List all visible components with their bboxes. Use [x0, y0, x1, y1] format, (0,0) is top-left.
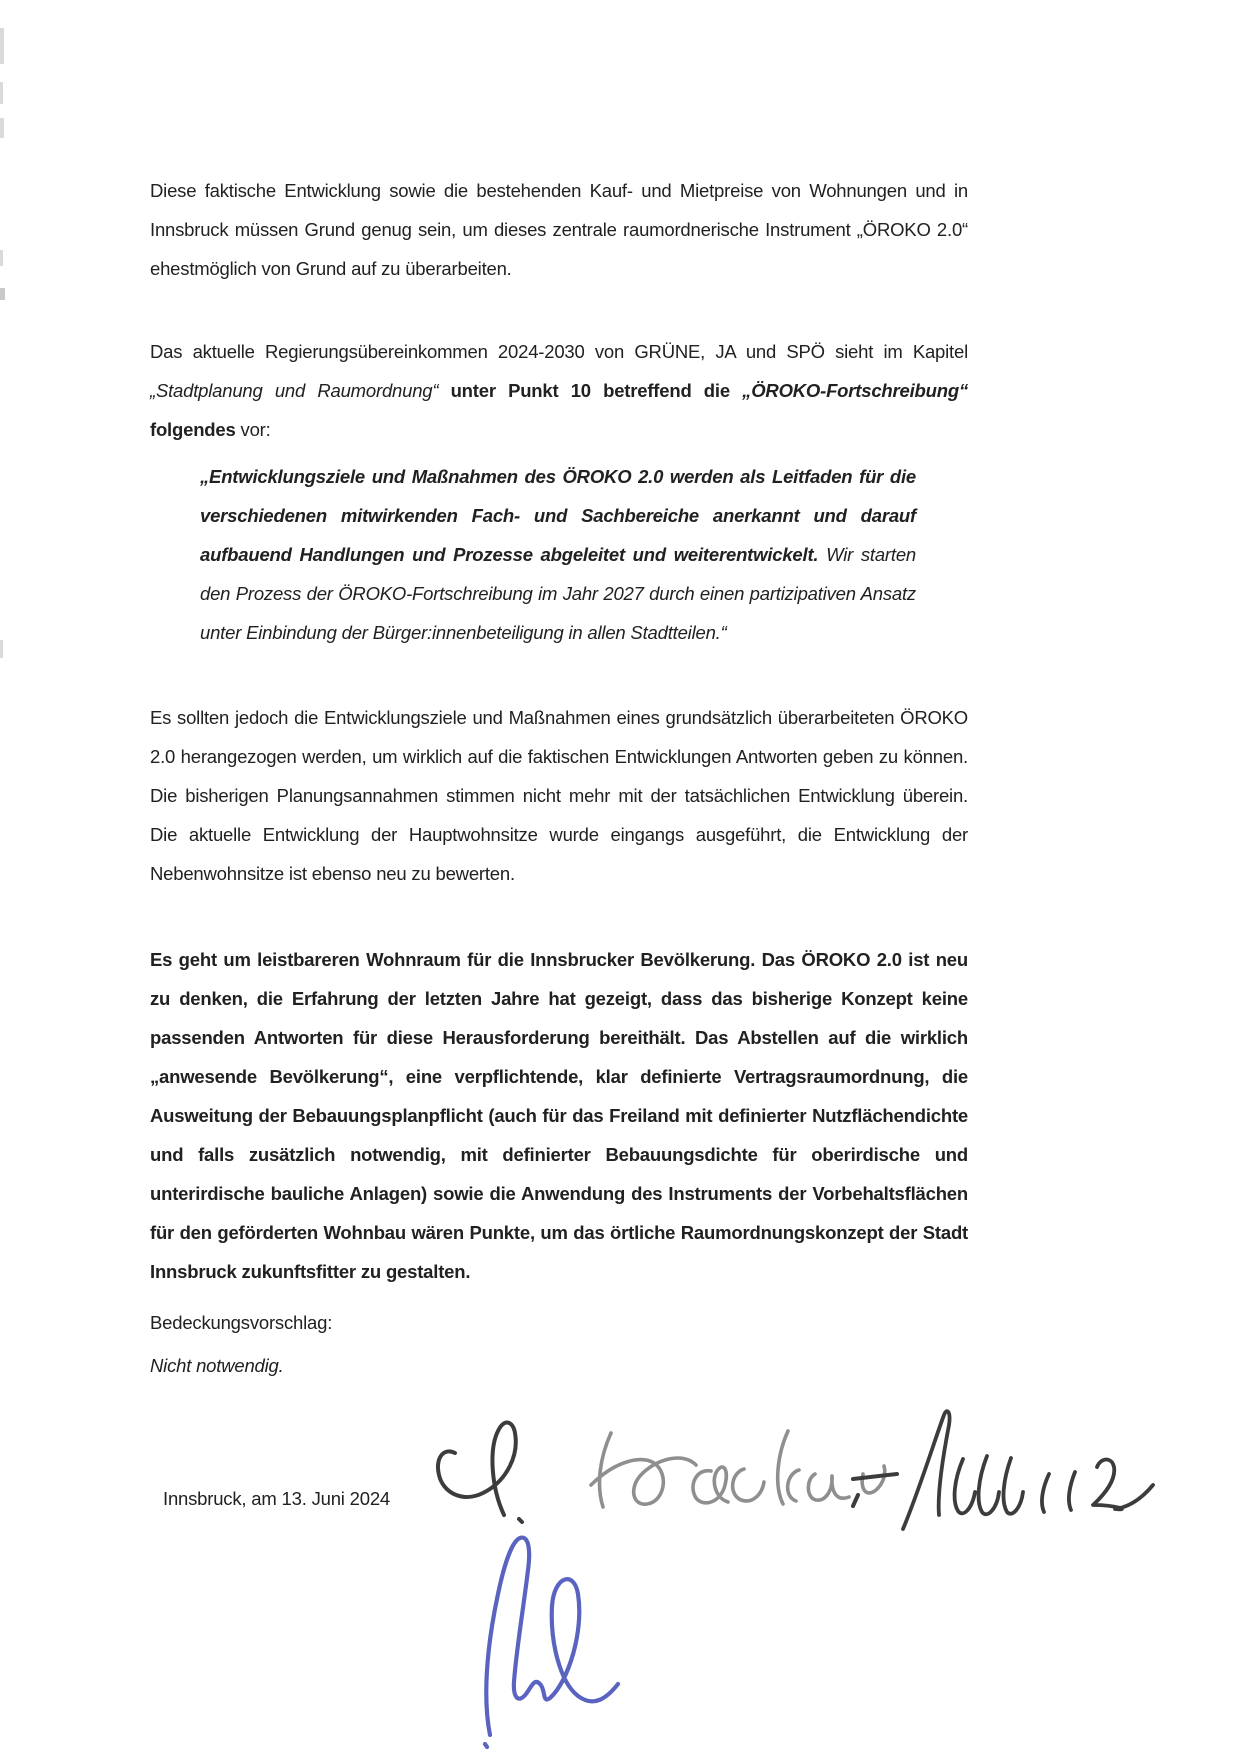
date-place-line: Innsbruck, am 13. Juni 2024: [163, 1488, 391, 1509]
paragraph-leistbarer-wohnraum: [150, 940, 968, 1291]
bedeckungsvorschlag-label-text: Bedeckungsvorschlag:: [150, 1311, 333, 1333]
paragraph-intro: [150, 171, 968, 288]
bedeckungsvorschlag-label: [150, 1303, 968, 1342]
paragraph-intro-text: Diese faktische Entwicklung sowie die bestehenden Kauf- und Mietpreise von Wohnungen und in Innsbruck müssen Grund genug sein, um dieses zentrale raumordnerische Instrument „ÖROKO 2.0“ ehestmöglich von Grund auf zu überarbeiten.: [150, 179, 968, 279]
quote-block: [200, 457, 916, 652]
p2-italic-stadtplanung: „Stadtplanung und Raumordnung“: [150, 379, 439, 401]
p2-bold2: folgendes: [150, 418, 241, 440]
bedeckungsvorschlag-value: [150, 1346, 968, 1385]
paragraph-entwicklungsziele-text: Es sollten jedoch die Entwicklungsziele und Maßnahmen eines grundsätzlich überarbeiteten ÖROKO 2.0 herangezogen werden, um wirklich auf die faktischen Entwicklungen Antworten geben zu können. Die bisherigen Planungsannahmen stimmen nicht mehr mit der tatsächlichen Entwicklung überein. Die aktuelle Entwicklung der Hauptwohnsitze wurde eingangs ausgeführt, die Entwicklung der Nebenwohnsitze ist ebenso neu zu bewerten.: [150, 706, 968, 884]
paragraph-entwicklungsziele: [150, 698, 968, 893]
quote-italic: Wir starten den Prozess der ÖROKO-Fortschreibung im Jahr 2027 durch einen partizipativen Ansatz unter Einbindung der Bürger:innenbeteiligung in allen Stadtteilen.“: [200, 543, 916, 643]
scan-artifact: [0, 288, 5, 300]
scan-artifact: [0, 118, 4, 138]
scan-artifact: [0, 82, 3, 104]
scan-artifact: [0, 28, 4, 64]
paragraph-leistbarer-wohnraum-text: Es geht um leistbareren Wohnraum für die Innsbrucker Bevölkerung. Das ÖROKO 2.0 ist neu zu denken, die Erfahrung der letzten Jahre hat gezeigt, dass das bisherige Konzept keine passenden Antworten für diese Herausforderung bereithält. Das Abstellen auf die wirklich „anwesende Bevölkerung“, eine verpflichtende, klar definierte Vertragsraumordnung, die Ausweitung der Bebauungsplanpflicht (auch für das Freiland mit definierter Nutzflächendichte und falls zusätzlich notwendig, mit definierter Bebauungsdichte für oberirdische und unterirdische bauliche Anlagen) sowie die Anwendung des Instruments der Vorbehaltsflächen für den geförderten Wohnbau wären Punkte, um das örtliche Raumordnungskonzept der Stadt Innsbruck zukunftsfitter zu gestalten.: [150, 948, 968, 1282]
p2-regular2: vor:: [240, 418, 271, 440]
p2-bolditalic-oroko: „ÖROKO-Fortschreibung“: [742, 379, 968, 401]
p2-bold1: unter Punkt 10 betreffend die: [438, 379, 743, 401]
scan-artifact: [0, 250, 3, 266]
p2-regular1: Das aktuelle Regierungsübereinkommen 2024-2030 von GRÜNE, JA und SPÖ sieht im Kapitel: [150, 340, 968, 362]
paragraph-regierungsuebereinkommen: [150, 332, 968, 449]
quote-bolditalic: „Entwicklungsziele und Maßnahmen des ÖROKO 2.0 werden als Leitfaden für die verschiedenen mitwirkenden Fach- und Sachbereiche anerkannt und darauf aufbauend Handlungen und Prozesse abgeleitet und weiterentwickelt.: [200, 465, 916, 565]
scan-artifact: [0, 640, 3, 658]
bedeckungsvorschlag-value-text: Nicht notwendig.: [150, 1354, 284, 1376]
signature-blue-initials: [455, 1532, 655, 1752]
signature-dark-ink: [425, 1405, 1165, 1550]
